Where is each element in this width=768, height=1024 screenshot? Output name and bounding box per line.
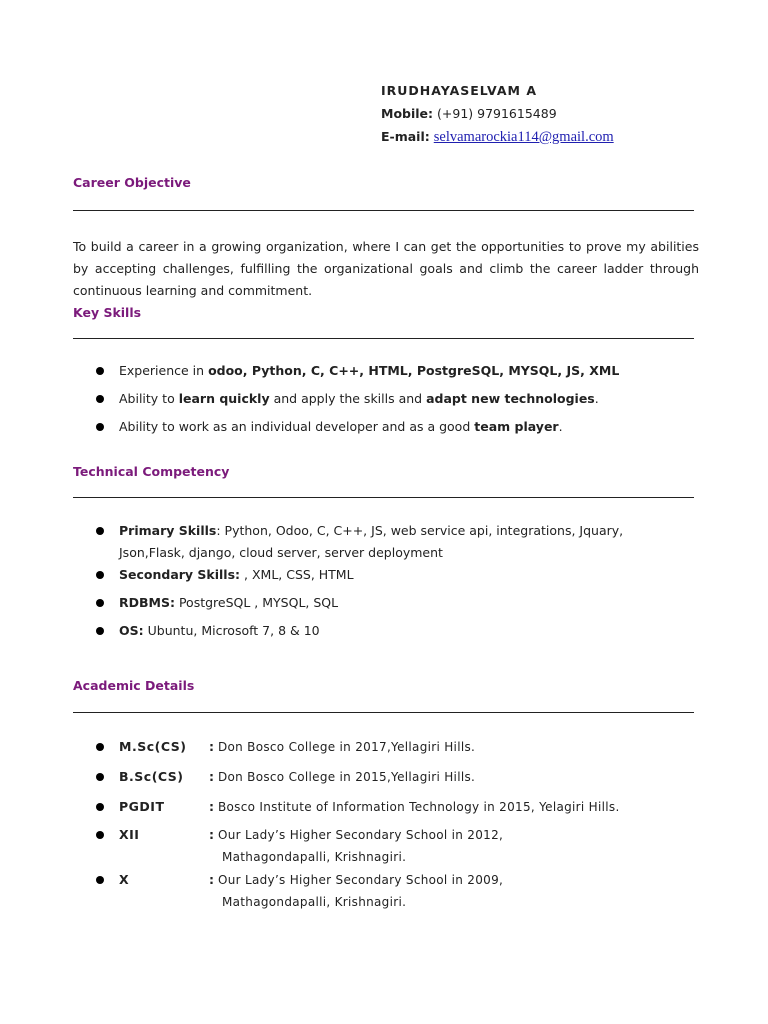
- contact-header: [381, 82, 614, 151]
- list-item: [0, 736, 700, 766]
- divider: [73, 338, 694, 339]
- list-item: [0, 620, 700, 648]
- technical-list: [0, 520, 700, 648]
- degree-detail: Our Lady’s Higher Secondary School in 2009,: [217, 873, 504, 887]
- skill-text: .: [594, 391, 599, 406]
- key-skills-title: Key Skills: [73, 305, 142, 320]
- candidate-name: IRUDHAYASELVAM A: [381, 83, 538, 98]
- divider: [73, 210, 694, 211]
- bullet-icon: [96, 627, 104, 635]
- list-item: [0, 796, 700, 824]
- secondary-skills-label: Secondary Skills:: [119, 567, 241, 582]
- skill-text: Ability to: [119, 391, 179, 406]
- primary-skills-value: : Python, Odoo, C, C++, JS, web service api, integrations, Jquary, Json,Flask, django, cloud server, server deployment: [119, 523, 624, 560]
- bullet-icon: [96, 527, 104, 535]
- skill-emphasis: team player: [474, 419, 559, 434]
- degree-detail: Don Bosco College in 2017,Yellagiri Hills.: [217, 740, 476, 754]
- mobile-value: (+91) 9791615489: [437, 106, 557, 121]
- career-objective-text: To build a career in a growing organization, where I can get the opportunities to prove my abilities by accepting challenges, fulfilling the organizational goals and climb the career ladder through continuous learning and commitment.: [73, 239, 699, 298]
- divider: [73, 712, 694, 713]
- bullet-icon: [96, 803, 104, 811]
- os-label: OS:: [119, 623, 144, 638]
- bullet-icon: [96, 367, 104, 375]
- skill-emphasis: odoo, Python, C, C++, HTML, PostgreSQL, MYSQL, JS, XML: [208, 363, 620, 378]
- separator: :: [209, 739, 214, 754]
- list-item: [0, 564, 700, 592]
- list-item: [0, 592, 700, 620]
- list-item: [0, 416, 700, 444]
- academic-list: [0, 736, 700, 914]
- skill-emphasis: adapt new technologies: [426, 391, 595, 406]
- secondary-skills-value: , XML, CSS, HTML: [240, 567, 354, 582]
- degree-name: B.Sc(CS): [119, 769, 184, 784]
- key-skills-list: [0, 360, 700, 444]
- list-item: [0, 520, 700, 564]
- degree-detail: Don Bosco College in 2015,Yellagiri Hills.: [217, 770, 476, 784]
- bullet-icon: [96, 773, 104, 781]
- primary-skills-label: Primary Skills: [119, 523, 217, 538]
- list-item: [0, 824, 700, 869]
- bullet-icon: [96, 599, 104, 607]
- bullet-icon: [96, 423, 104, 431]
- bullet-icon: [96, 876, 104, 884]
- separator: :: [209, 769, 214, 784]
- separator: :: [209, 827, 214, 842]
- bullet-icon: [96, 831, 104, 839]
- bullet-icon: [96, 571, 104, 579]
- divider: [73, 497, 694, 498]
- academic-details-title: Academic Details: [73, 678, 195, 693]
- rdbms-value: PostgreSQL , MYSQL, SQL: [174, 595, 339, 610]
- degree-name: PGDIT: [119, 799, 165, 814]
- separator: :: [209, 799, 214, 814]
- rdbms-label: RDBMS:: [119, 595, 175, 610]
- email-label: E-mail:: [381, 129, 430, 144]
- list-item: [0, 869, 700, 914]
- degree-detail-continued: Mathagondapalli, Krishnagiri.: [222, 895, 407, 909]
- email-link[interactable]: selvamarockia114@gmail.com: [433, 129, 614, 145]
- degree-name: XII: [119, 827, 140, 842]
- skill-text: Experience in: [119, 363, 209, 378]
- mobile-label: Mobile:: [381, 106, 434, 121]
- bullet-icon: [96, 395, 104, 403]
- degree-detail-continued: Mathagondapalli, Krishnagiri.: [222, 850, 407, 864]
- os-value: Ubuntu, Microsoft 7, 8 & 10: [143, 623, 320, 638]
- degree-detail: Bosco Institute of Information Technology in 2015, Yelagiri Hills.: [217, 800, 620, 814]
- list-item: [0, 360, 700, 388]
- degree-detail: Our Lady’s Higher Secondary School in 2012,: [217, 828, 504, 842]
- bullet-icon: [96, 743, 104, 751]
- skill-text: and apply the skills and: [269, 391, 427, 406]
- skill-text: Ability to work as an individual developer and as a good: [119, 419, 475, 434]
- list-item: [0, 766, 700, 796]
- separator: :: [209, 872, 214, 887]
- skill-emphasis: learn quickly: [178, 391, 270, 406]
- list-item: [0, 388, 700, 416]
- skill-text: .: [558, 419, 563, 434]
- technical-competency-title: Technical Competency: [73, 464, 230, 479]
- career-objective-title: Career Objective: [73, 175, 191, 190]
- degree-name: X: [119, 872, 130, 887]
- degree-name: M.Sc(CS): [119, 739, 187, 754]
